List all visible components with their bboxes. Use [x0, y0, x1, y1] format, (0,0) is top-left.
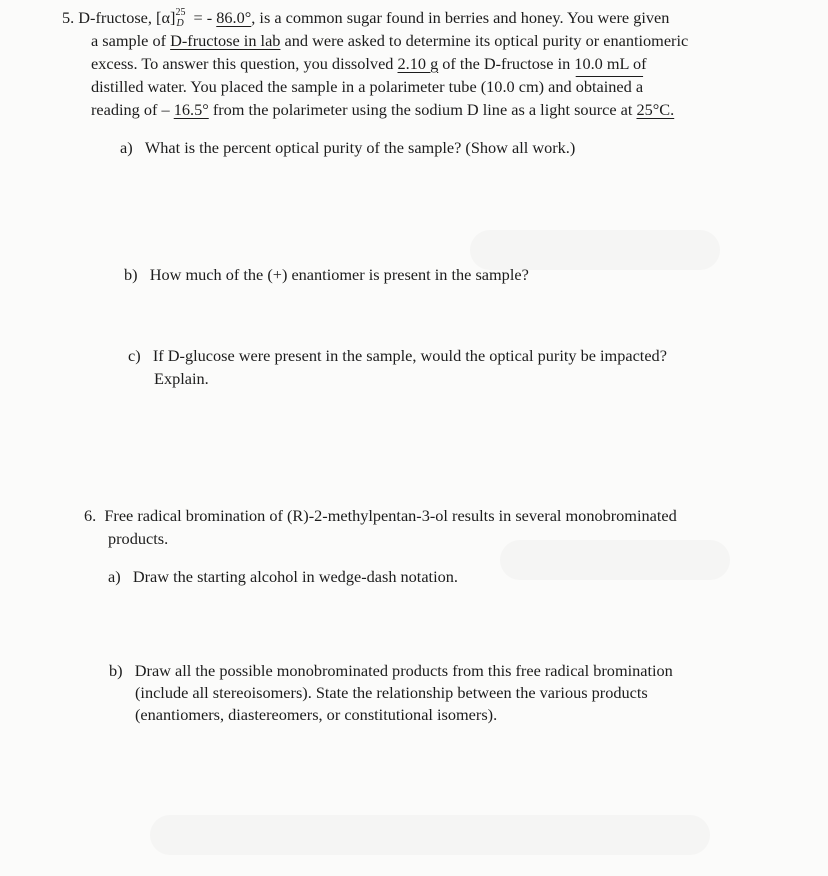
q6-line-1: 6. Free radical bromination of (R)-2-methylpentan-3-ol results in several monobrominated — [84, 506, 677, 525]
q5c-line-1: c) If D-glucose were present in the sample, would the optical purity be impacted? — [128, 346, 667, 365]
q5-text: D-fructose, [α] — [78, 8, 176, 27]
q5-line-5: reading of – 16.5° from the polarimeter using the sodium D line as a light source at 25°C. — [91, 100, 675, 119]
sample-mass: 2.10 g — [397, 54, 439, 73]
scan-bleed-shading — [470, 230, 720, 270]
underlined-phrase: D-fructose in lab — [170, 31, 281, 50]
q5-line-3: excess. To answer this question, you dissolved 2.10 g of the D-fructose in 10.0 mL of — [91, 54, 647, 73]
q5-line-4: distilled water. You placed the sample in a polarimeter tube (10.0 cm) and obtained a — [91, 77, 644, 96]
scan-bleed-shading — [150, 815, 710, 855]
specific-rotation-value: 86.0° — [216, 8, 252, 27]
q5c-line-2: Explain. — [154, 369, 209, 388]
q5-line-2: a sample of D-fructose in lab and were asked to determine its optical purity or enantiomeric — [91, 31, 689, 50]
overlined-phrase: obtained a — [575, 77, 644, 96]
q6a: a) Draw the starting alcohol in wedge-dash notation. — [108, 567, 458, 586]
specific-rotation-notation: 25 D — [175, 7, 186, 29]
q5b: b) How much of the (+) enantiomer is present in the sample? — [124, 265, 529, 284]
temperature: 25°C. — [636, 100, 675, 119]
scan-bleed-shading — [500, 540, 730, 580]
q6b-line-3: (enantiomers, diastereomers, or constitutional isomers). — [135, 705, 498, 724]
q6b-line-1: b) Draw all the possible monobrominated products from this free radical bromination — [109, 661, 673, 680]
q6-line-2: products. — [108, 529, 169, 548]
observed-reading: 16.5° — [173, 100, 209, 119]
q5a: a) What is the percent optical purity of the sample? (Show all work.) — [120, 138, 576, 157]
q6b-line-2: (include all stereoisomers). State the relationship between the various products — [135, 683, 648, 702]
q5-number: 5. — [62, 8, 75, 27]
q6-number: 6. — [84, 506, 97, 525]
q5-line-1: 5. D-fructose, [α] 25 D = - 86.0°, is a common sugar found in berries and honey. You were given — [62, 7, 670, 29]
